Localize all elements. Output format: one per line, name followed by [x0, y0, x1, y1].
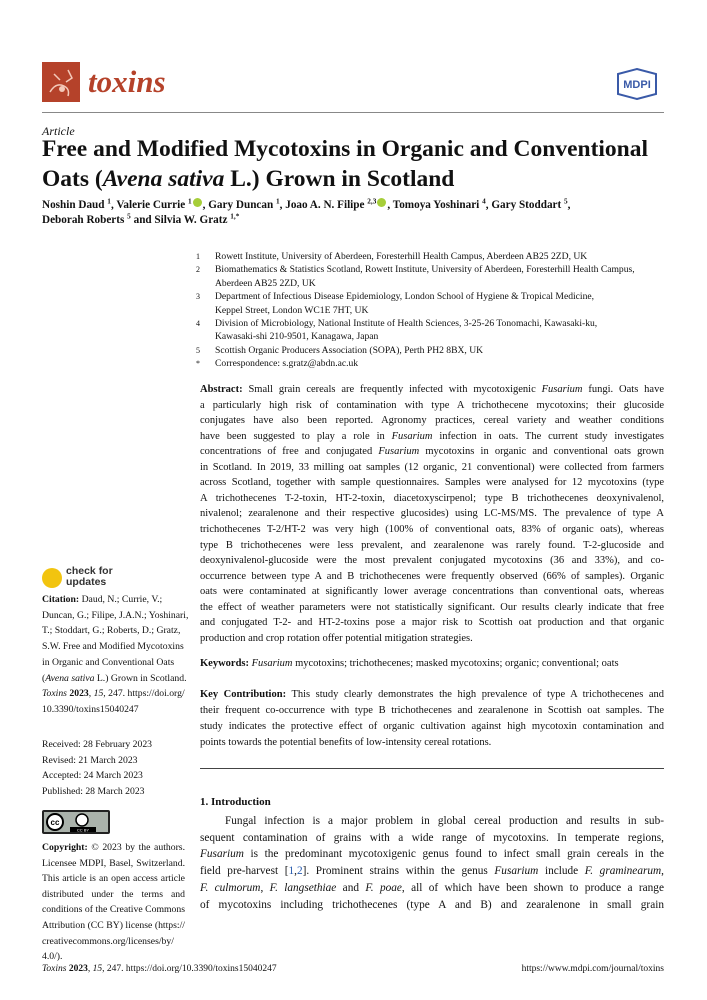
text-segment: , 247. https://doi.org/	[103, 688, 185, 700]
copyright-line: 4.0/).	[42, 951, 63, 963]
abstract-line: the effect of weather parameters were not statistically significant. Our results clearly indicate that free	[200, 601, 664, 613]
abstract-line: production and crop rotation offer potential mitigation strategies.	[200, 632, 473, 644]
abstract-line: trichothecenes T-2/HT-2 was very high (100% of conventional oats, 83% of organic oats), whereas	[200, 523, 664, 535]
author-line	[42, 214, 239, 226]
intro-line: sequent contamination of grains with a wide range of mycotoxins. In temperate regions,	[200, 831, 664, 844]
text-segment: , all of which have been shown to produce a range	[401, 881, 664, 894]
citation-line	[42, 594, 162, 605]
affiliation-number: 5	[196, 345, 200, 355]
text-segment: Fusarium	[251, 658, 293, 669]
text-segment: 1	[188, 197, 192, 206]
text-segment: L.) Grown in Scotland.	[94, 672, 187, 684]
affiliation-text: Department of Infectious Disease Epidemiology, London School of Hygiene & Tropical Medicine,	[215, 291, 595, 303]
abstract-line	[200, 384, 664, 395]
abstract-line	[200, 431, 664, 442]
text-segment: F. langsethiae	[269, 881, 337, 894]
text-segment: Deborah Roberts	[42, 214, 128, 226]
text-segment: , Valerie Currie	[110, 199, 188, 211]
text-segment: field pre-harvest [	[200, 865, 289, 878]
reference-link[interactable]: 2	[296, 865, 303, 878]
text-segment: concentrations of free and conjugated	[200, 446, 379, 458]
text-segment: L.) Grown in Scotland	[224, 166, 455, 192]
text-segment: Free and Modified Mycotoxins in Organic and Conventional	[42, 136, 649, 162]
text-segment: 1,*	[230, 212, 240, 221]
text-segment: , Gary Duncan	[202, 199, 276, 211]
header-rule	[42, 112, 664, 113]
affiliation-text: Kawasaki-shi 210-9501, Kanagawa, Japan	[215, 331, 379, 343]
text-segment: F. graminearum	[584, 865, 662, 878]
key-contribution-line: study indicates the protective effect of organic cultivation against high mycotoxin contamination and	[200, 721, 664, 732]
key-contribution-line	[200, 689, 664, 700]
intro-line	[200, 848, 664, 860]
abstract-line: oats were contaminated at significantly lower average concentrations than conventional oats, whereas	[200, 586, 664, 598]
check-updates-label: check for updates	[66, 565, 113, 588]
text-segment: Citation:	[42, 594, 80, 605]
text-segment: Avena sativa	[102, 166, 225, 192]
text-segment: Small grain cereals are frequently infected with mycotoxigenic	[242, 384, 542, 395]
abstract-line: A trichothecenes T-2-toxin, HT-2-toxin, diacetoxyscirpenol; type B trichothecenes deoxynivalenol,	[200, 492, 664, 504]
copyright-line: creativecommons.org/licenses/by/	[42, 935, 174, 947]
affiliation-number: 4	[196, 319, 200, 328]
text-segment: Fusarium	[378, 446, 420, 458]
text-segment: 2,3	[367, 197, 377, 206]
intro-line	[200, 882, 664, 894]
text-segment: ,	[294, 865, 297, 878]
check-updates-icon	[42, 568, 62, 588]
date-line: Published: 28 March 2023	[42, 786, 145, 798]
title-line	[42, 136, 648, 163]
copyright-line: distributed under the terms and	[42, 888, 185, 900]
text-segment: Avena sativa	[45, 672, 95, 684]
text-segment: 1	[276, 197, 280, 206]
abstract-line: and conjugated T-2- and HT-2-toxins pose a major risk to Scottish oat production and that organic	[200, 617, 664, 629]
keywords-line	[200, 658, 619, 669]
citation-line	[42, 688, 185, 699]
intro-line	[200, 865, 664, 877]
orcid-icon[interactable]	[193, 198, 202, 207]
abstract-line: a particularly high risk of contamination with type A trichothecene mycotoxins; their glucoside	[200, 399, 664, 411]
section-heading-introduction: 1. Introduction	[200, 796, 271, 808]
text-segment: Daud, N.; Currie, V.;	[79, 594, 163, 605]
copyright-line: Attribution (CC BY) license (https://	[42, 920, 185, 931]
abstract-line	[200, 446, 664, 457]
text-segment: , Tomoya Yoshinari	[387, 199, 483, 211]
text-segment: mycotoxins in organic and conventional oats grown	[419, 446, 664, 458]
abstract-line: in Scotland. In 2019, 33 milling oat samples (12 organic, 21 conventional) were collected from farmers	[200, 461, 664, 473]
copyright-line: This article is an open access article	[42, 873, 185, 885]
citation-line: Duncan, G.; Filipe, J.A.N.; Yoshinari,	[42, 609, 189, 621]
svg-text:cc: cc	[50, 818, 60, 827]
text-segment: Abstract:	[200, 384, 243, 395]
citation-line: S.W. Free and Modified Mycotoxins	[42, 641, 184, 653]
citation-line: in Organic and Conventional Oats	[42, 656, 175, 668]
abstract-line: across Scotland, together with sample questionnaires. Samples were analysed for 12 mycotoxins (type	[200, 477, 664, 489]
text-segment: mycotoxins; trichothecenes; masked mycotoxins; organic; conventional; oats	[292, 658, 619, 669]
title-line	[42, 166, 454, 193]
orcid-icon[interactable]	[377, 198, 386, 207]
text-segment: , 247. https://doi.org/10.3390/toxins15040247	[102, 964, 277, 974]
date-line: Revised: 21 March 2023	[42, 754, 138, 766]
mdpi-logo	[612, 68, 662, 100]
text-segment: infection in oats. The current study investigates	[432, 430, 664, 442]
author-line	[42, 198, 570, 211]
text-segment: Oats (	[42, 166, 103, 192]
text-segment: 5	[564, 197, 568, 206]
text-segment: ,	[260, 881, 270, 894]
section-divider	[200, 768, 664, 769]
affiliation-text[interactable]: Correspondence: s.gratz@abdn.ac.uk	[215, 358, 359, 370]
affiliation-number: 2	[196, 265, 200, 275]
abstract-line: deoxynivalenol-glucoside were the most prevalent conjugated mycotoxins (36 and 33%), and co-	[200, 555, 664, 567]
text-segment: Copyright:	[42, 842, 88, 853]
copyright-line: Licensee MDPI, Basel, Switzerland.	[42, 857, 185, 869]
svg-text:CC BY: CC BY	[76, 827, 90, 833]
text-segment: ]. Prominent strains within the genus	[302, 865, 495, 878]
text-segment: Toxins	[42, 688, 67, 700]
text-segment: F. poae	[365, 881, 402, 894]
affiliation-number: 1	[196, 252, 200, 261]
text-segment: 15	[93, 688, 104, 700]
text-segment: and	[336, 881, 366, 894]
key-contribution-line: points towards the potential benefits of low-intensity cereal rotations.	[200, 737, 492, 748]
text-segment: Noshin Daud	[42, 199, 108, 211]
affiliation-text: Rowett Institute, University of Aberdeen, Foresterhill Health Campus, Aberdeen AB25 2ZD, UK	[215, 251, 588, 262]
reference-link[interactable]: 1	[288, 865, 295, 878]
text-segment: (	[42, 672, 46, 684]
text-segment: Key Contribution:	[200, 689, 287, 700]
text-segment: and Silvia W. Gratz	[130, 214, 231, 226]
text-segment: Fusarium	[494, 865, 539, 878]
text-segment: 1	[107, 197, 111, 206]
citation-line	[42, 673, 187, 684]
toxins-logo-icon	[42, 62, 80, 102]
text-segment: ,	[87, 964, 93, 974]
text-segment: ,	[567, 199, 571, 211]
date-line: Accepted: 24 March 2023	[42, 770, 143, 782]
date-line: Received: 28 February 2023	[42, 739, 153, 750]
text-segment: Toxins	[42, 964, 67, 974]
intro-line: Fungal infection is a major problem in global cereal production and results in sub-	[225, 815, 664, 827]
citation-line: 10.3390/toxins15040247	[42, 703, 139, 715]
article-type: Article	[42, 124, 75, 138]
journal-name: toxins	[88, 64, 166, 99]
cc-by-license-badge[interactable]	[42, 810, 110, 834]
text-segment: © 2023 by the authors.	[87, 842, 185, 853]
affiliation-text: Aberdeen AB25 2ZD, UK	[215, 277, 316, 289]
copyright-line	[42, 842, 185, 853]
affiliation-text: Scottish Organic Producers Association (SOPA), Perth PH2 8BX, UK	[215, 344, 484, 356]
abstract-line: occurrence between type A and B trichothecenes were frequently observed (66% of samples). Organic	[200, 570, 664, 582]
footer-journal-url[interactable]: https://www.mdpi.com/journal/toxins	[521, 964, 664, 974]
text-segment: , Gary Stoddart	[485, 199, 565, 211]
text-segment: have been suggested to play a role in	[200, 430, 392, 442]
text-segment: is the predominant mycotoxigenic genus found to infect small grain cereals in the	[243, 848, 664, 861]
abstract-line: type B trichothecenes were less prevalent, and zearalenone was rarely found. T-2-glucoside and	[200, 539, 664, 551]
citation-line: T.; Stoddart, G.; Roberts, D.; Gratz,	[42, 625, 181, 637]
affiliation-number: 3	[196, 292, 200, 302]
affiliation-text: Division of Microbiology, National Institute of Health Sciences, 3-25-26 Tonomachi, Kawasaki-ku,	[215, 318, 598, 329]
affiliation-number: *	[196, 359, 200, 369]
affiliation-text: Biomathematics & Statistics Scotland, Rowett Institute, University of Aberdeen, Foresterhill Health Campus,	[215, 264, 635, 276]
text-segment: , Joao A. N. Filipe	[279, 199, 368, 211]
abstract-line: conjugates have also been reported. Agronomy practices, cereal variety and weather conditions	[200, 415, 664, 427]
text-segment: Fusarium	[541, 384, 583, 395]
text-segment: Fusarium	[391, 430, 433, 442]
affiliation-text: Keppel Street, London WC1E 7HT, UK	[215, 304, 369, 316]
copyright-line: conditions of the Creative Commons	[42, 904, 185, 916]
text-segment: This study clearly demonstrates the high prevalence of type A trichothecenes and	[286, 689, 665, 700]
text-segment: F. culmorum	[200, 881, 261, 894]
abstract-line: nivalenol; zearalenone and their respective glucosides) using LC-MS/MS. The prevalence of type A	[200, 508, 664, 520]
footer-citation	[42, 964, 277, 974]
text-segment: ,	[88, 688, 94, 700]
key-contribution-line: their frequent co-occurrence with type B trichothecenes and zearalenone in Scottish oat samples. The	[200, 705, 664, 716]
text-segment: 4	[482, 197, 486, 206]
text-segment: include	[538, 865, 585, 878]
text-segment: ,	[661, 865, 664, 878]
intro-line: of mycotoxins including trichothecenes (type A and B) and zearalenone in small grain	[200, 898, 664, 911]
mdpi-logo-text: MDPI	[623, 79, 651, 91]
text-segment: 2023	[68, 964, 88, 974]
text-segment: 15	[92, 964, 103, 974]
text-segment: Fusarium	[200, 848, 244, 861]
text-segment: Keywords:	[200, 658, 249, 669]
text-segment: 5	[127, 212, 131, 221]
text-segment: 2023	[69, 688, 89, 700]
text-segment: fungi. Oats have	[582, 384, 664, 395]
